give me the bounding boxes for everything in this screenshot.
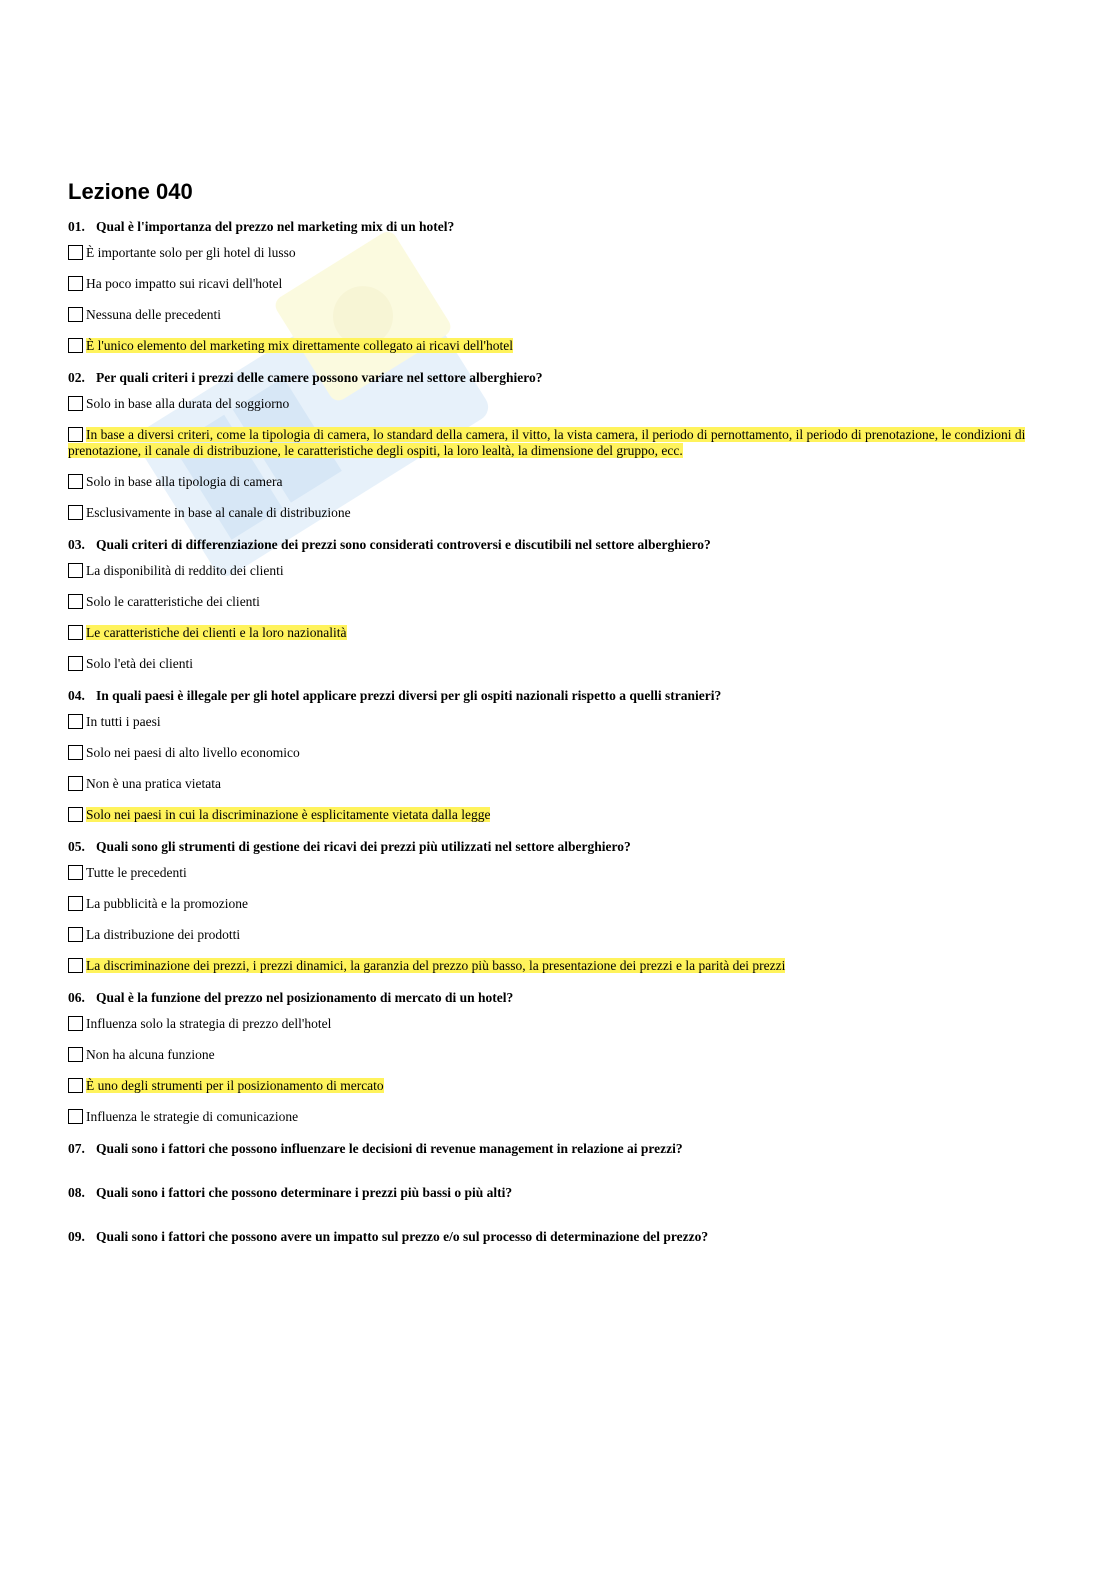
answer-option[interactable] [68, 656, 1048, 672]
answer-option[interactable] [68, 245, 1048, 261]
answer-checkbox[interactable] [68, 474, 83, 489]
answer-label: Non è una pratica vietata [86, 776, 221, 791]
answer-option[interactable] [68, 594, 1048, 610]
answer-label-highlighted: La discriminazione dei prezzi, i prezzi dinamici, la garanzia del prezzo più basso, la presentazione dei prezzi e la parità dei prezzi [86, 958, 786, 973]
answer-checkbox[interactable] [68, 656, 83, 671]
question-label: Quali sono i fattori che possono determinare i prezzi più bassi o più alti? [96, 1185, 513, 1200]
answer-label: Ha poco impatto sui ricavi dell'hotel [86, 276, 283, 291]
question-text [68, 536, 1048, 554]
answer-label: Nessuna delle precedenti [86, 307, 221, 322]
open-question-text [68, 1140, 1048, 1158]
answer-checkbox[interactable] [68, 625, 83, 640]
question-label: Quali sono gli strumenti di gestione dei ricavi dei prezzi più utilizzati nel settore alberghiero? [96, 839, 631, 854]
question-block [68, 369, 1048, 521]
answer-option[interactable] [68, 865, 1048, 881]
question-number: 06. [68, 990, 85, 1005]
answer-checkbox[interactable] [68, 776, 83, 791]
answer-option[interactable] [68, 307, 1048, 323]
answer-checkbox[interactable] [68, 245, 83, 260]
question-number: 01. [68, 219, 85, 234]
open-question-list [68, 1140, 1048, 1246]
answer-option[interactable] [68, 1078, 1048, 1094]
answer-label: In tutti i paesi [86, 714, 161, 729]
answer-label: Esclusivamente in base al canale di distribuzione [86, 505, 351, 520]
answer-option[interactable] [68, 1109, 1048, 1125]
answer-label-highlighted: È l'unico elemento del marketing mix direttamente collegato ai ricavi dell'hotel [86, 338, 513, 353]
answer-option[interactable] [68, 396, 1048, 412]
answer-option[interactable] [68, 807, 1048, 823]
open-question-text [68, 1184, 1048, 1202]
question-block [68, 218, 1048, 354]
answer-label-highlighted: Le caratteristiche dei clienti e la loro nazionalità [86, 625, 347, 640]
answer-checkbox[interactable] [68, 927, 83, 942]
answer-checkbox[interactable] [68, 276, 83, 291]
answer-label: Tutte le precedenti [86, 865, 187, 880]
question-block [68, 687, 1048, 823]
answer-label: La pubblicità e la promozione [86, 896, 248, 911]
question-label: Quali sono i fattori che possono influenzare le decisioni di revenue management in relazione ai prezzi? [96, 1141, 683, 1156]
answer-label: La disponibilità di reddito dei clienti [86, 563, 284, 578]
answer-option[interactable] [68, 776, 1048, 792]
answer-option[interactable] [68, 896, 1048, 912]
answer-checkbox[interactable] [68, 714, 83, 729]
answer-option[interactable] [68, 427, 1048, 459]
answer-option[interactable] [68, 625, 1048, 641]
question-label: Quali sono i fattori che possono avere un impatto sul prezzo e/o sul processo di determinazione del prezzo? [96, 1229, 709, 1244]
answer-option[interactable] [68, 1047, 1048, 1063]
answer-checkbox[interactable] [68, 1047, 83, 1062]
question-label: Qual è l'importanza del prezzo nel marketing mix di un hotel? [96, 219, 455, 234]
question-number: 08. [68, 1185, 85, 1200]
answer-label: Non ha alcuna funzione [86, 1047, 215, 1062]
question-number: 09. [68, 1229, 85, 1244]
answer-label: Influenza le strategie di comunicazione [86, 1109, 299, 1124]
answer-label: Solo nei paesi di alto livello economico [86, 745, 300, 760]
question-text [68, 369, 1048, 387]
answer-label: Solo in base alla tipologia di camera [86, 474, 283, 489]
question-label: Quali criteri di differenziazione dei prezzi sono considerati controversi e discutibili nel settore alberghiero? [96, 537, 711, 552]
answer-checkbox[interactable] [68, 1078, 83, 1093]
answer-label: Solo l'età dei clienti [86, 656, 194, 671]
answer-label-highlighted: È uno degli strumenti per il posizionamento di mercato [86, 1078, 384, 1093]
answer-option[interactable] [68, 338, 1048, 354]
answer-label-highlighted: In base a diversi criteri, come la tipologia di camera, lo standard della camera, il vitto, la vista camera, il periodo di pernottamento, il periodo di prenotazione, le condizioni di prenotazione, il canale di distribuzione, le caratteristiche degli ospiti, la loro lealtà, la dimensione del gruppo, ecc. [68, 427, 1026, 458]
answer-checkbox[interactable] [68, 865, 83, 880]
answer-checkbox[interactable] [68, 563, 83, 578]
answer-checkbox[interactable] [68, 807, 83, 822]
answer-option[interactable] [68, 505, 1048, 521]
answer-label: Solo le caratteristiche dei clienti [86, 594, 260, 609]
answer-label: Influenza solo la strategia di prezzo dell'hotel [86, 1016, 332, 1031]
question-label: Per quali criteri i prezzi delle camere possono variare nel settore alberghiero? [96, 370, 543, 385]
answer-checkbox[interactable] [68, 745, 83, 760]
answer-checkbox[interactable] [68, 427, 83, 442]
question-number: 07. [68, 1141, 85, 1156]
answer-label-highlighted: Solo nei paesi in cui la discriminazione è esplicitamente vietata dalla legge [86, 807, 491, 822]
answer-checkbox[interactable] [68, 1109, 83, 1124]
open-question-text [68, 1228, 1048, 1246]
answer-checkbox[interactable] [68, 505, 83, 520]
answer-label: La distribuzione dei prodotti [86, 927, 241, 942]
question-text [68, 989, 1048, 1007]
answer-option[interactable] [68, 958, 1048, 974]
answer-checkbox[interactable] [68, 396, 83, 411]
lesson-title: Lezione 040 [68, 179, 193, 204]
answer-checkbox[interactable] [68, 594, 83, 609]
question-block [68, 989, 1048, 1125]
answer-option[interactable] [68, 1016, 1048, 1032]
answer-checkbox[interactable] [68, 896, 83, 911]
answer-option[interactable] [68, 927, 1048, 943]
question-number: 05. [68, 839, 85, 854]
question-label: Qual è la funzione del prezzo nel posizionamento di mercato di un hotel? [96, 990, 514, 1005]
answer-checkbox[interactable] [68, 307, 83, 322]
answer-label: È importante solo per gli hotel di lusso [86, 245, 296, 260]
question-block [68, 536, 1048, 672]
answer-checkbox[interactable] [68, 338, 83, 353]
answer-label: Solo in base alla durata del soggiorno [86, 396, 290, 411]
question-label: In quali paesi è illegale per gli hotel applicare prezzi diversi per gli ospiti nazionali rispetto a quelli stranieri? [96, 688, 722, 703]
question-text [68, 687, 1048, 705]
answer-option[interactable] [68, 745, 1048, 761]
answer-option[interactable] [68, 563, 1048, 579]
question-number: 03. [68, 537, 85, 552]
question-number: 02. [68, 370, 85, 385]
question-number: 04. [68, 688, 85, 703]
answer-option[interactable] [68, 714, 1048, 730]
question-list [68, 218, 1048, 1125]
question-text [68, 218, 1048, 236]
answer-option[interactable] [68, 276, 1048, 292]
document-page [68, 178, 1048, 1272]
question-block [68, 838, 1048, 974]
answer-option[interactable] [68, 474, 1048, 490]
answer-checkbox[interactable] [68, 958, 83, 973]
question-text [68, 838, 1048, 856]
answer-checkbox[interactable] [68, 1016, 83, 1031]
